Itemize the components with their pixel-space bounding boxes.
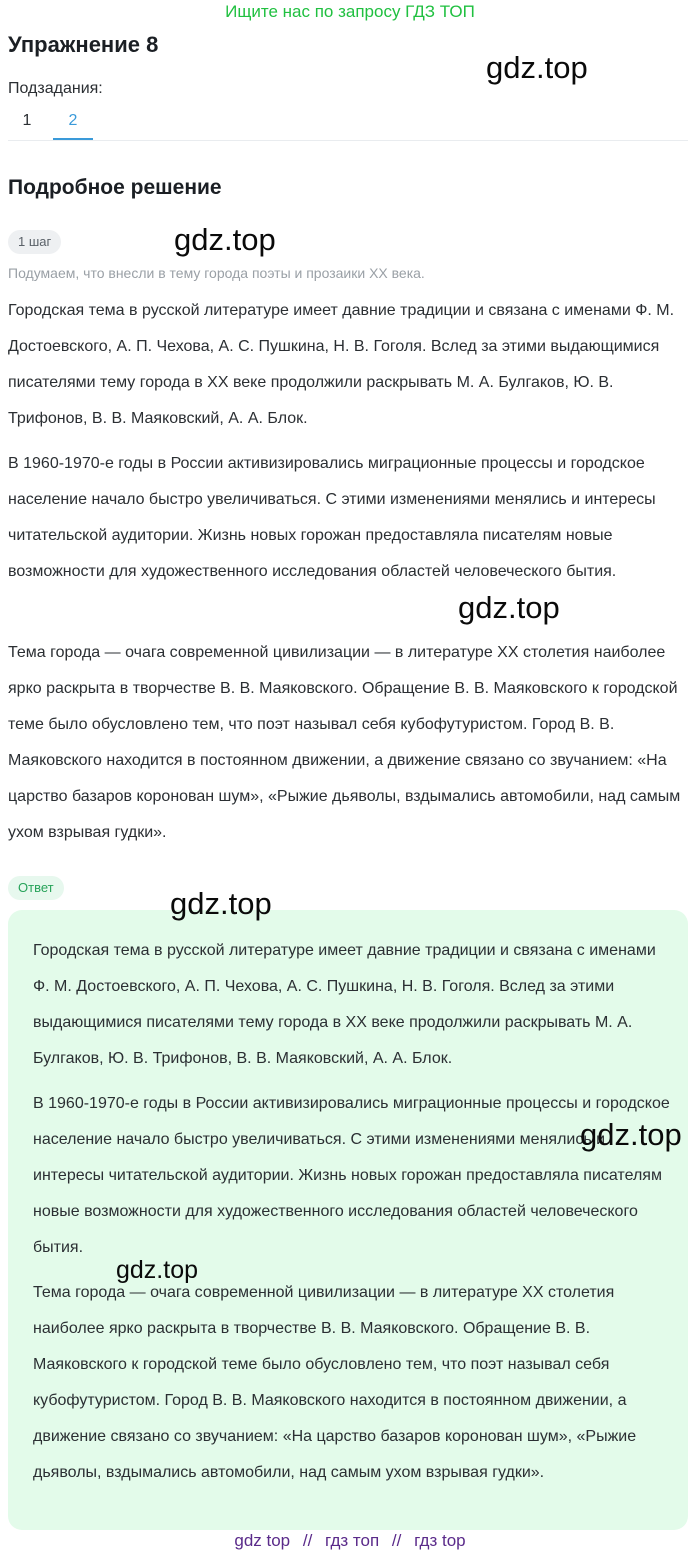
step-badge: 1 шаг: [8, 230, 61, 254]
divider: [8, 140, 688, 141]
solution-paragraph: В 1960-1970-е годы в России активизировались миграционные процессы и городское население начало быстро увеличиваться. С этими изменениями менялись и интересы читательской аудитории. Жизнь новых горожан предоставляла писателям новые возможности для художественного исследования областей человеческого бытия.: [8, 455, 656, 580]
solution-paragraph: Тема города — очага современной цивилизации — в литературе XX столетия наиболее ярко раскрыта в творчестве В. В. Маяковского. Обращение В. В. Маяковского к городской теме было обусловлено тем, что поэт называл себя кубофутуристом. Город В. В. Маяковского находится в постоянном движении, а движение связано со звучанием: «На царство базаров коронован шум», «Рыжие дьяволы, вздымались автомобили, над самым ухом взрывая гудки».: [8, 644, 681, 841]
watermark: gdz.top: [174, 222, 276, 257]
promo-banner[interactable]: Ищите нас по запросу ГДЗ ТОП: [225, 2, 475, 21]
answer-badge: Ответ: [8, 876, 64, 900]
footer-separator: //: [391, 1531, 402, 1550]
solution-title: Подробное решение: [8, 176, 222, 199]
watermark: gdz.top: [580, 1117, 682, 1152]
solution-paragraph: Городская тема в русской литературе имеет давние традиции и связана с именами Ф. М. Достоевского, А. П. Чехова, А. С. Пушкина, Н. В. Гоголя. Вслед за этими выдающимися писателями тему города в XX веке продолжили раскрывать М. А. Булгаков, Ю. В. Трифонов, В. В. Маяковский, А. А. Блок.: [8, 302, 675, 427]
footer-link[interactable]: гдз топ: [325, 1531, 380, 1550]
footer-link[interactable]: gdz top: [234, 1531, 291, 1550]
watermark: gdz.top: [486, 50, 588, 85]
answer-paragraph: Тема города — очага современной цивилизации — в литературе XX столетия наиболее ярко раскрыта в творчестве В. В. Маяковского. Обращение В. В. Маяковского к городской теме было обусловлено тем, что поэт называл себя кубофутуристом. Город В. В. Маяковского находится в постоянном движении, а движение связано со звучанием: «На царство базаров коронован шум», «Рыжие дьяволы, вздымались автомобили, над самым ухом взрывая гудки».: [33, 1284, 637, 1481]
subtasks-label: Подзадания:: [8, 80, 103, 97]
page-title: Упражнение 8: [8, 32, 159, 57]
hint-text: Подумаем, что внесли в тему города поэты и прозаики XX века.: [8, 265, 425, 281]
answer-paragraph: В 1960-1970-е годы в России активизировались миграционные процессы и городское население начало быстро увеличиваться. С этими изменениями менялись и интересы читательской аудитории. Жизнь новых горожан предоставляла писателям новые возможности для художественного исследования областей человеческого бытия.: [33, 1095, 670, 1256]
footer-link[interactable]: гдз top: [414, 1531, 466, 1550]
footer-separator: //: [302, 1531, 313, 1550]
tab-subtask-2[interactable]: 2: [68, 112, 78, 129]
footer-links: [0, 1531, 700, 1551]
answer-paragraph: Городская тема в русской литературе имеет давние традиции и связана с именами Ф. М. Достоевского, А. П. Чехова, А. С. Пушкина, Н. В. Гоголя. Вслед за этими выдающимися писателями тему города в XX веке продолжили раскрывать М. А. Булгаков, Ю. В. Трифонов, В. В. Маяковский, А. А. Блок.: [33, 942, 656, 1067]
tab-subtask-1[interactable]: 1: [22, 112, 32, 129]
watermark: gdz.top: [170, 886, 272, 921]
watermark: gdz.top: [458, 590, 560, 625]
watermark: gdz.top: [116, 1256, 199, 1284]
